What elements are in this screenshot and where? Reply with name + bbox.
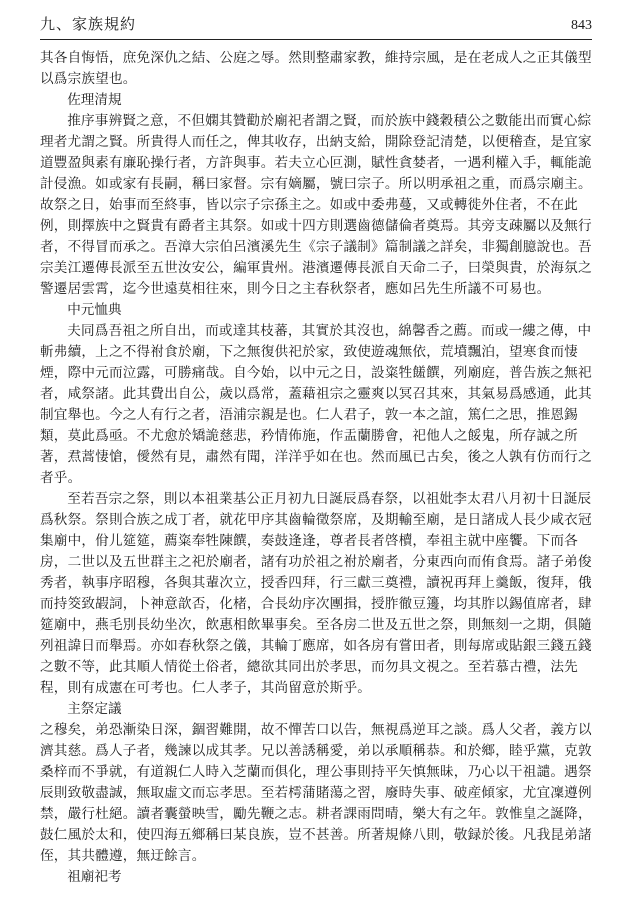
paragraph: 夫同爲吾祖之所自出，而或達其枝蕃，其實於其沒也，綿馨香之薦。而或一縷之傳，中斬弗續，上之不得祔食於廟，下之無復供祀於家，致使遊魂無依，荒墳飄泊，望寒食而悽煙，際中元而泣露，可勝痛哉。自今始，以中元之日，設粢牲饈饌，列廟庭，普告族之無祀者，咸祭諸。此其費出自公，歲以爲常，蓋藉祖宗之靈爽以冥召其來，其氣易爲感通，此其制宜舉也。今之人有行之者，浯浦宗親是也。仁人君子，敦一本之誼，篤仁之思，推恩錫類，莫此爲亟。不尤愈於矯詭慈悲，矜情佈施，作盂蘭勝會，祀他人之餒鬼，所存誠之所著，焄蒿悽愴，僾然有見，肅然有聞，洋洋乎如在也。然而風已古矣，後之人孰有仿而行之者乎。	[40, 323, 592, 486]
section-title: 九、家族規約	[40, 15, 137, 33]
paragraph: 其各自悔悟，庶免深仇之結、公庭之辱。然則整肅家教，維持宗風，是在老成人之正其儀型以爲宗族望也。	[40, 50, 592, 87]
page-number: 843	[571, 18, 592, 33]
paragraph: 推序事辨賢之意，不但嫻其贊勸於廟祀者謂之賢，而於族中錢穀積公之數能出而實心綜理者尤謂之賢。所貴得人而任之，俾其收存，出納支給，開除登記清楚，以便稽查，是宜家道豐盈與素有廉恥操行者，方許與事。若夫立心叵測，賦性貪婪者，一遇利權入手，輒能詭計侵漁。如或家有長嗣，稱曰家督。宗有嫡屬，號曰宗子。所以明承祖之重，而爲宗廟主。故祭之日，始事而至終事，皆以宗子宗孫主之。如或中委弗蔓，又或轉徙外住者，不在此例，則擇族中之賢貴有爵者主其祭。如或十四方則選齒德儲倫者奠焉。其旁支疎屬以及無行者，不得冒而承之。吾漳大宗伯呂濱溪先生《宗子議制》篇制議之詳矣，非獨創臆說也。吾宗美江遷傳長派至五世汝安公，編軍貴州。港濱遷傳長派自天命二子，曰榮與貴，於海氛之警遷居雲霄，迄今世遠莫相往來，則今日之主春秋祭者，應如呂先生所議不可易也。	[40, 113, 592, 297]
subheading: 佐理清規	[67, 92, 122, 108]
document-body	[40, 40, 592, 888]
page-header	[40, 0, 592, 40]
paragraph: 至若吾宗之祭，則以本祖業基公正月初九日誕辰爲春祭，以祖妣李太君八月初十日誕辰爲秋祭。祭則合族之成丁者，就花甲序其齒輪徵祭席，及期輸至廟，是日諸成人長少咸衣冠集廟中，佾儿筵筵，薦粢奉牲陳饌，奏鼓逢逢，尊者長者啓櫝，奉祖主就中座饗。下而各房，二世以及五世群主之祀於廟者，諸有功於祖之祔於廟者，分東西向而侑食焉。諸子弟俊秀者，執事序昭穆，各與其輩次立，授香四拜，行三獻三奠禮，讀祝再拜上羹飯，復拜，俄而持筊致嘏詞，卜神意歆否，化楮，合長幼序次團揖，授胙徹豆籩，均其胙以錫值席者，肆筵廟中，燕毛別長幼坐次，飲惠相飲畢事矣。至各房二世及五世之祭，則無刻一之期，俱隨列祖諱日而舉焉。亦如春秋祭之儀，其輪丁應席，如各房有嘗田者，則每席或貼銀三錢五錢之數不等，此其順人情從土俗者，總欲其同出於孝思，而勿具文視之。至若慕古禮，法先程，則有成憲在可考也。仁人孝子，其尚留意於斯乎。	[40, 491, 592, 696]
subheading: 主祭定議	[67, 701, 122, 717]
subheading: 祖廟祀考	[67, 869, 122, 885]
subheading: 中元恤典	[67, 302, 122, 318]
paragraph: 之穆矣，弟恐漸染日深，錮習難開，故不憚苦口以告，無視爲逆耳之談。爲人父者，義方以濟其慈。爲人子者，幾諫以成其孝。兄以善誘稱愛，弟以承順稱恭。和於鄉，睦乎黨，克敦桑梓而不爭就，有道親仁人時入芝蘭而俱化，理公事則持平矢慎無昧，乃心以干祖譴。遇祭辰則致敬盡誠，無取虛文而忘孝思。至若樗蒲賭蕩之習，廢時失事、破産傾家，尤宜凜遵例禁，嚴行杜絕。讀者囊螢映雪，勵先鞭之志。耕者課雨問晴，樂大有之年。敦惟皇之誕降，鼓仁風於太和，使四海五鄉稱曰某良族，豈不甚善。所著規條八則，敬録於後。凡我昆弟諸侄，其共體遵，無迂餘言。	[40, 722, 592, 864]
